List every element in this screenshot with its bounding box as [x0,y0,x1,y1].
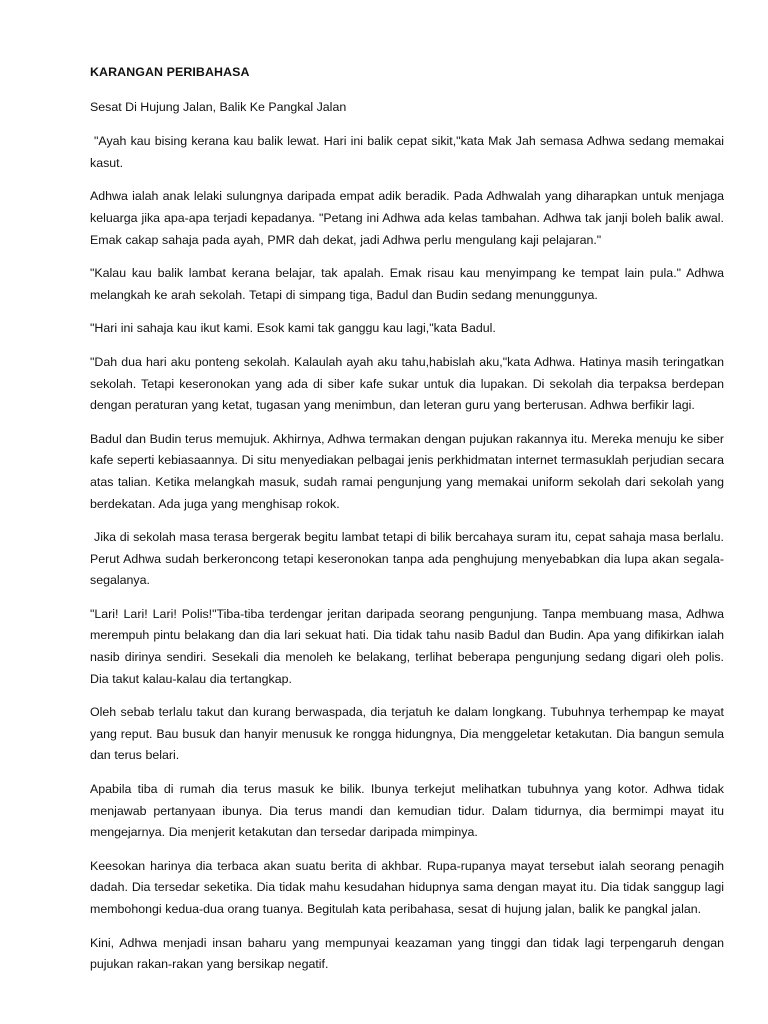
paragraph: Jika di sekolah masa terasa bergerak begitu lambat tetapi di bilik bercahaya suram itu, cepat sahaja masa berlalu. Perut Adhwa sudah berkeroncong tetapi keseronokan tanpa ada penghujung menyebabkan dia lupa akan segala-segalanya. [90,530,724,588]
paragraph: "Kalau kau balik lambat kerana belajar, tak apalah. Emak risau kau menyimpang ke tempat lain pula." Adhwa melangkah ke arah sekolah. Tetapi di simpang tiga, Badul dan Budin sedang menunggunya. [90,266,724,302]
document-heading: KARANGAN PERIBAHASA [90,65,250,79]
essay-title: Sesat Di Hujung Jalan, Balik Ke Pangkal Jalan [90,99,347,114]
paragraph: Keesokan harinya dia terbaca akan suatu berita di akhbar. Rupa-rupanya mayat tersebut ialah seorang penagih dadah. Dia tersedar seketika. Dia tidak mahu kesudahan hidupnya sama dengan mayat itu. Dia tidak sanggup lagi membohongi kedua-dua orang tuanya. Begitulah kata peribahasa, sesat di hujung jalan, balik ke pangkal jalan. [90,858,724,916]
paragraph: "Hari ini sahaja kau ikut kami. Esok kami tak ganggu kau lagi,"kata Badul. [90,321,496,336]
paragraph: Oleh sebab terlalu takut dan kurang berwaspada, dia terjatuh ke dalam longkang. Tubuhnya terhempap ke mayat yang reput. Bau busuk dan hanyir menusuk ke rongga hidungnya, Dia menggeletar ketakutan. Dia bangun semula dan terus belari. [90,705,724,763]
paragraph: Apabila tiba di rumah dia terus masuk ke bilik. Ibunya terkejut melihatkan tubuhnya yang kotor. Adhwa tidak menjawab pertanyaan ibunya. Dia terus mandi dan kemudian tidur. Dalam tidurnya, dia bermimpi mayat itu mengejarnya. Dia menjerit ketakutan dan tersedar daripada mimpinya. [90,782,724,840]
document-page [90,62,724,988]
paragraph: "Dah dua hari aku ponteng sekolah. Kalaulah ayah aku tahu,habislah aku,"kata Adhwa. Hatinya masih teringatkan sekolah. Tetapi keseronokan yang ada di siber kafe sukar untuk dia lupakan. Di sekolah dia terpaksa berdepan dengan peraturan yang ketat, tugasan yang menimbun, dan leteran guru yang berterusan. Adhwa berfikir lagi. [90,354,724,413]
paragraph: Badul dan Budin terus memujuk. Akhirnya, Adhwa termakan dengan pujukan rakannya itu. Mereka menuju ke siber kafe seperti kebiasaannya. Di situ menyediakan pelbagai jenis perkhidmatan internet termasuklah perjudian secara atas talian. Ketika melangkah masuk, sudah ramai pengunjung yang memakai uniform sekolah dari sekolah yang berdekatan. Ada juga yang menghisap rokok. [90,431,724,511]
paragraph: "Ayah kau bising kerana kau balik lewat. Hari ini balik cepat sikit,"kata Mak Jah semasa Adhwa sedang memakai kasut. [90,134,724,170]
paragraph: "Lari! Lari! Lari! Polis!"Tiba-tiba terdengar jeritan daripada seorang pengunjung. Tanpa membuang masa, Adhwa merempuh pintu belakang dan dia lari sekuat hati. Dia tidak tahu nasib Badul dan Budin. Apa yang difikirkan ialah nasib dirinya sendiri. Sesekali dia menoleh ke belakang, terlihat beberapa pengunjung sedang digari oleh polis. Dia takut kalau-kalau dia tertangkap. [90,606,724,686]
paragraph: Adhwa ialah anak lelaki sulungnya daripada empat adik beradik. Pada Adhwalah yang diharapkan untuk menjaga keluarga jika apa-apa terjadi kepadanya. "Petang ini Adhwa ada kelas tambahan. Adhwa tak janji boleh balik awal. Emak cakap sahaja pada ayah, PMR dah dekat, jadi Adhwa perlu mengulang kaji pelajaran." [90,189,724,247]
paragraph: Kini, Adhwa menjadi insan baharu yang mempunyai keazaman yang tinggi dan tidak lagi terpengaruh dengan pujukan rakan-rakan yang bersikap negatif. [90,935,724,972]
